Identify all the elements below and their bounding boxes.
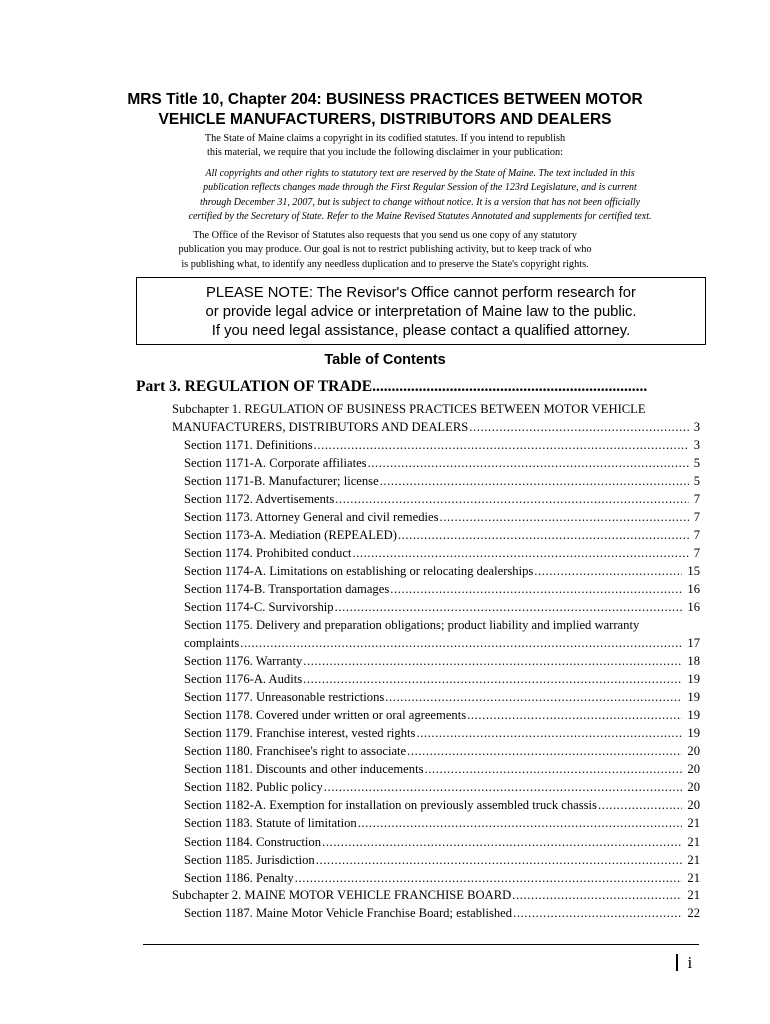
toc-page-number: 21: [687, 870, 700, 885]
toc-subchapter-1[interactable]: MANUFACTURERS, DISTRIBUTORS AND DEALERS ..... 3: [172, 418, 700, 436]
toc-section-entry[interactable]: [184, 778, 700, 796]
toc-page-number: 18: [687, 654, 700, 668]
toc-page-number: 22: [687, 906, 700, 920]
toc-page-number: 20: [687, 744, 700, 759]
toc-leader-dots: [439, 508, 688, 526]
toc-section-label: Section 1173-A. Mediation (REPEALED): [184, 528, 397, 543]
toc-page-number: 19: [687, 690, 700, 705]
toc-section-1175-line-1[interactable]: Section 1175. Delivery and preparation obligations; product liability and implied warranty: [184, 618, 640, 632]
toc-section-entry[interactable]: [184, 670, 700, 688]
footer-page-number: [676, 953, 692, 973]
toc-page-number: 5: [693, 456, 700, 471]
toc-section-label: Section 1184. Construction: [184, 834, 322, 849]
toc-section-label: Section 1173. Attorney General and civil remedies: [184, 510, 439, 525]
toc-leader-dots: [335, 598, 683, 616]
toc-section-entry[interactable]: [184, 580, 700, 598]
copyright-line-1: The State of Maine claims a copyright in its codified statutes. If you intend to republish: [204, 133, 566, 144]
toc-section-label: Section 1181. Discounts and other inducements: [184, 762, 424, 777]
toc-section-entry[interactable]: [184, 472, 700, 490]
page-number: i: [687, 953, 693, 972]
toc-subchapter-2[interactable]: Subchapter 2. MAINE MOTOR VEHICLE FRANCHISE BOARD ..... 21: [172, 886, 700, 904]
toc-section-entry[interactable]: [184, 436, 700, 454]
title-line-1: MRS Title 10, Chapter 204: BUSINESS PRACTICES BETWEEN MOTOR: [127, 91, 643, 108]
toc-leader-dots: [398, 526, 689, 544]
toc-leader-dots: [322, 833, 682, 851]
toc-leader-dots: [424, 760, 682, 778]
request-line-3: is publishing what, to identify any needless duplication and to preserve the State's copyright rights.: [181, 258, 589, 270]
toc-section-1175[interactable]: complaints ..... 17: [184, 634, 700, 652]
toc-section-entry[interactable]: [184, 598, 700, 616]
toc-leader-dots: [324, 778, 683, 796]
toc-section-label: Section 1174-C. Survivorship: [184, 600, 334, 615]
toc-leader-dots: [303, 652, 682, 670]
toc-section-entry[interactable]: [184, 562, 700, 580]
toc-page-number: 21: [687, 834, 700, 849]
toc-section-label: Section 1182. Public policy: [184, 780, 323, 795]
toc-section-label: Section 1176. Warranty: [184, 654, 303, 668]
toc-leader-dots: [390, 580, 682, 598]
page-number-separator: [676, 954, 678, 971]
footer-divider: [143, 944, 699, 945]
toc-section-entry[interactable]: [184, 796, 700, 814]
toc-page-number: 7: [693, 510, 700, 525]
toc-page-number: 7: [693, 528, 700, 543]
toc-section-label: Section 1176-A. Audits: [184, 672, 303, 687]
toc-section-entry[interactable]: [184, 688, 700, 706]
toc-leader-dots: [358, 814, 683, 832]
please-note-box: [136, 277, 706, 345]
toc-section-label: Section 1172. Advertisements: [184, 492, 335, 507]
toc-section-label: Section 1174. Prohibited conduct: [184, 546, 352, 561]
disclaimer-line-2: publication reflects changes made through the First Regular Session of the 123rd Legislature, and is current: [203, 182, 637, 194]
disclaimer-line-4: certified by the Secretary of State. Refer to the Maine Revised Statutes Annotated and supplements for certified text.: [188, 211, 652, 223]
toc-section-1187[interactable]: Section 1187. Maine Motor Vehicle Franchise Board; established ..... 22: [184, 904, 700, 922]
toc-section-label: Section 1182-A. Exemption for installation on previously assembled truck chassis: [184, 798, 597, 813]
toc-page-number: 19: [687, 726, 700, 741]
title-line-2: VEHICLE MANUFACTURERS, DISTRIBUTORS AND DEALERS: [158, 111, 612, 128]
toc-leader-dots: [380, 472, 689, 490]
note-line-2: or provide legal advice or interpretation of Maine law to the public.: [205, 304, 637, 320]
toc-page-number: 16: [687, 600, 700, 615]
toc-leader-dots: [368, 454, 689, 472]
toc-leader-dots: [407, 742, 682, 760]
toc-section-entry[interactable]: [184, 526, 700, 544]
copyright-line-2: this material, we require that you include the following disclaimer in your publication:: [206, 147, 563, 158]
toc-section-entry[interactable]: [184, 814, 700, 832]
toc-leader-dots: [534, 562, 682, 580]
toc-subchapter-1-line-1[interactable]: Subchapter 1. REGULATION OF BUSINESS PRACTICES BETWEEN MOTOR VEHICLE: [172, 402, 646, 416]
toc-leader-dots: [335, 490, 688, 508]
toc-leader-dots: [352, 544, 688, 562]
toc-section-label: Section 1171-A. Corporate affiliates: [184, 456, 367, 471]
part-title: Part 3. REGULATION OF TRADE: [136, 378, 373, 395]
toc-page-number: 5: [693, 474, 700, 489]
copyright-notice: [100, 132, 670, 160]
toc-part-heading[interactable]: [136, 378, 647, 396]
toc-page-number: 20: [687, 798, 700, 813]
toc-leader-dots: [385, 688, 682, 706]
toc-page-number: 7: [693, 492, 700, 507]
toc-section-entry[interactable]: [184, 544, 700, 562]
toc-leader-dots: [303, 670, 682, 688]
toc-section-label: Section 1178. Covered under written or oral agreements: [184, 708, 467, 723]
toc-section-label: Section 1171-B. Manufacturer; license: [184, 474, 379, 489]
toc-page-number: 20: [687, 780, 700, 795]
toc-section-label: Section 1177. Unreasonable restrictions: [184, 690, 385, 705]
note-line-3: If you need legal assistance, please contact a qualified attorney.: [211, 323, 631, 339]
toc-page-number: 7: [693, 546, 700, 561]
toc-section-entry[interactable]: [184, 508, 700, 526]
disclaimer-line-1: All copyrights and other rights to statutory text are reserved by the State of Maine. The text included in this: [205, 168, 635, 179]
document-title: [0, 90, 770, 130]
toc-page-number: 21: [687, 852, 700, 867]
toc-section-entry[interactable]: [184, 851, 700, 869]
toc-leader-dots: [314, 436, 689, 454]
toc-section-label: Section 1186. Penalty: [184, 870, 294, 885]
toc-section-entry[interactable]: [184, 833, 700, 851]
toc-section-entry[interactable]: [184, 724, 700, 742]
toc-section-entry[interactable]: [184, 742, 700, 760]
toc-leader-dots: [598, 796, 682, 814]
toc-leader-dots: [416, 724, 682, 742]
toc-section-label: Section 1180. Franchisee's right to associate: [184, 744, 407, 759]
part-leader-dots: .......................................................................: [372, 378, 648, 395]
toc-page-number: 21: [687, 888, 700, 902]
disclaimer-line-3: through December 31, 2007, but is subject to change without notice. It is a version that has not been officially: [199, 196, 641, 208]
toc-section-entry[interactable]: [184, 490, 700, 508]
toc-page-number: 16: [687, 582, 700, 597]
toc-leader-dots: [467, 706, 682, 724]
copyright-disclaimer: [120, 167, 720, 225]
toc-page-number: 3: [693, 438, 700, 452]
note-line-1: PLEASE NOTE: The Revisor's Office cannot perform research for: [206, 285, 636, 301]
toc-section-label: Section 1174-B. Transportation damages: [184, 582, 390, 597]
toc-section-label: Section 1171. Definitions: [184, 438, 313, 452]
toc-page-number: 17: [687, 636, 700, 650]
toc-section-label: Section 1183. Statute of limitation: [184, 816, 357, 831]
toc-page-number: 21: [687, 816, 700, 831]
toc-heading: Table of Contents: [324, 352, 446, 368]
toc-section-entry[interactable]: [184, 454, 700, 472]
toc-page-number: 19: [687, 708, 700, 723]
toc-leader-dots: [295, 869, 683, 887]
toc-section-entry[interactable]: [184, 760, 700, 778]
request-line-2: publication you may produce. Our goal is not to restrict publishing activity, but to keep track of who: [178, 244, 592, 256]
toc-section-entry[interactable]: [184, 652, 700, 670]
toc-section-entry[interactable]: [184, 869, 700, 887]
toc-page-number: 15: [687, 564, 700, 579]
toc-page-number: 20: [687, 762, 700, 777]
toc-section-label: Section 1185. Jurisdiction: [184, 852, 315, 867]
toc-section-label: Section 1174-A. Limitations on establishing or relocating dealerships: [184, 564, 534, 579]
request-line-1: The Office of the Revisor of Statutes also requests that you send us one copy of any statutory: [193, 230, 577, 241]
toc-leader-dots: [316, 851, 683, 869]
toc-section-entry[interactable]: [184, 706, 700, 724]
toc-page-number: 19: [687, 672, 700, 687]
toc-page-number: 3: [693, 420, 700, 434]
toc-section-label: Section 1179. Franchise interest, vested rights: [184, 726, 416, 741]
revisor-request: [100, 229, 670, 272]
